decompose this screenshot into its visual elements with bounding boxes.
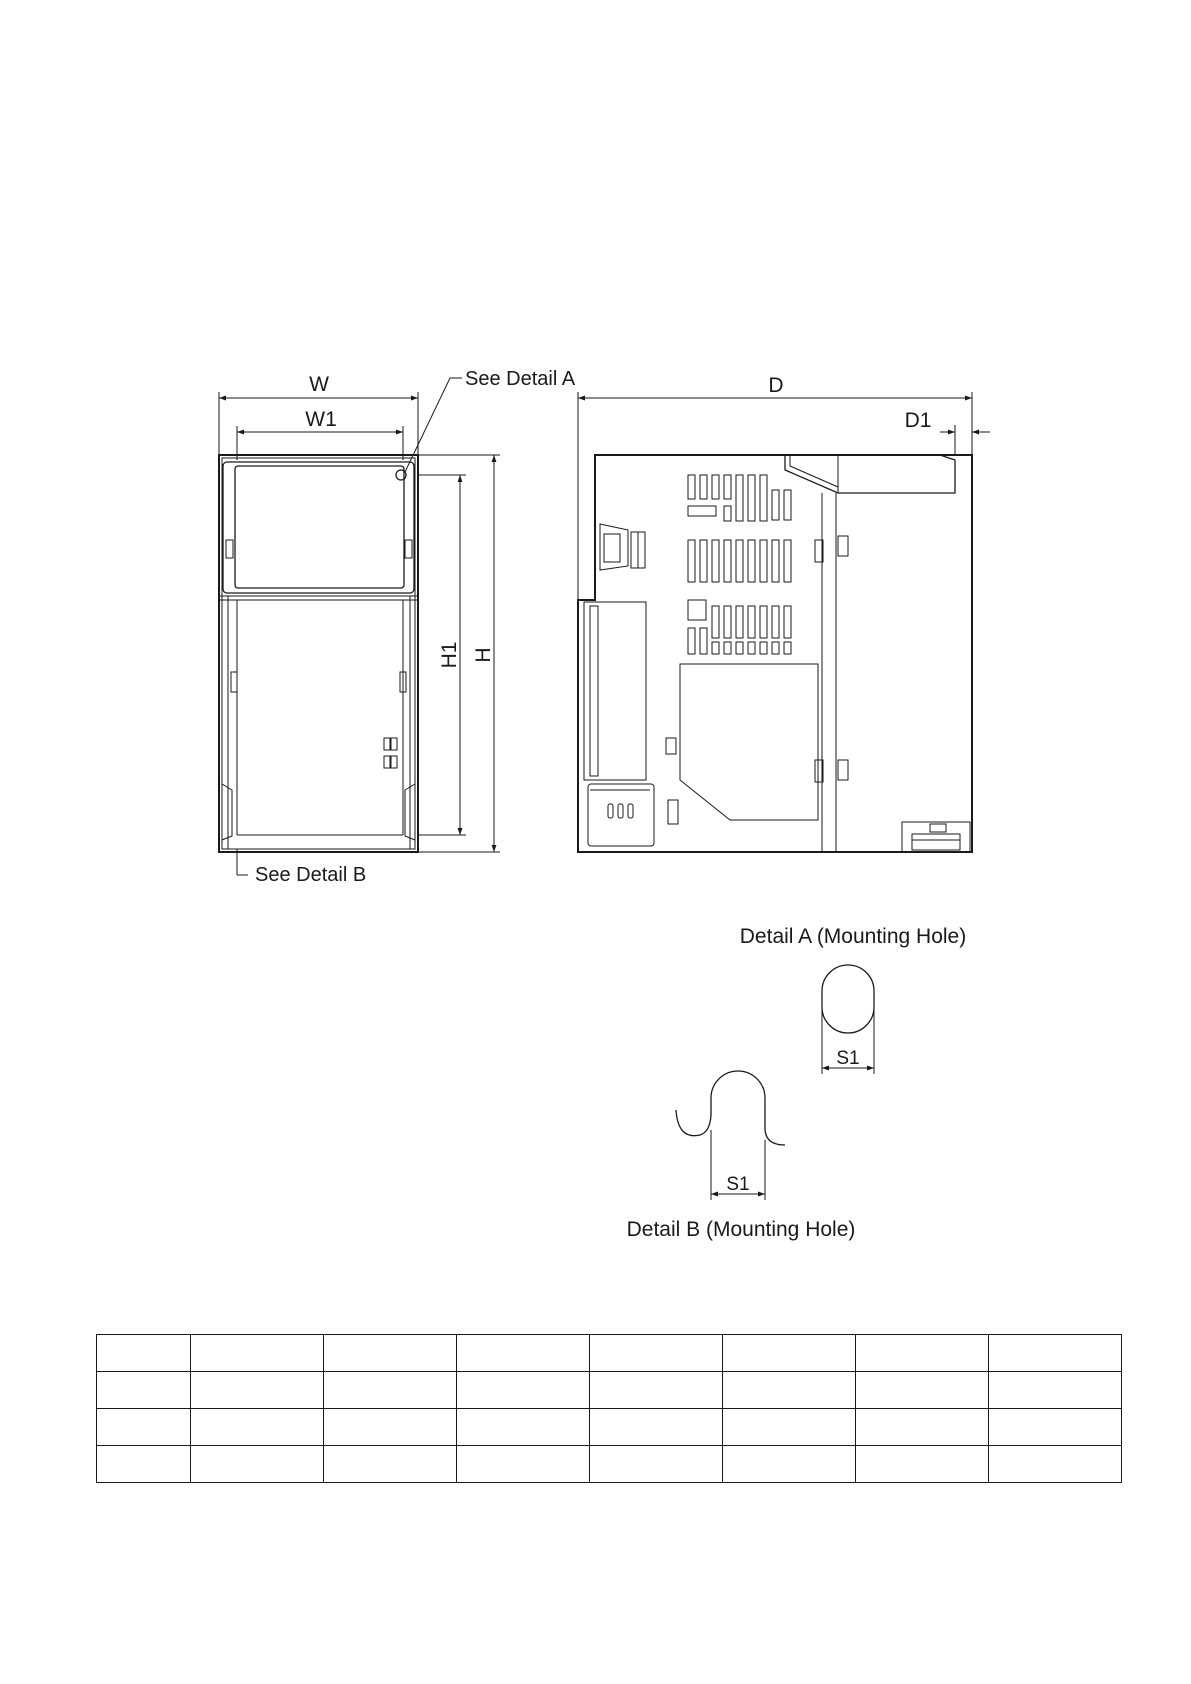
nameplate-panel: [680, 664, 818, 820]
dimension-table: [96, 1334, 1122, 1483]
table-cell: [97, 1446, 191, 1483]
dim-label-w: W: [309, 373, 329, 396]
table-cell: [324, 1446, 457, 1483]
dim-label-d1: D1: [904, 409, 932, 432]
dim-label-h1: H1: [438, 641, 461, 669]
table-cell: [856, 1335, 989, 1372]
mounting-hole-b-slot: [676, 1071, 785, 1145]
table-cell: [723, 1446, 856, 1483]
callout-a-label: See Detail A: [465, 368, 576, 390]
table-cell: [989, 1335, 1122, 1372]
table-row: [97, 1409, 1122, 1446]
table-cell: [191, 1372, 324, 1409]
table-cell: [324, 1335, 457, 1372]
table-cell: [191, 1335, 324, 1372]
side-body: [578, 455, 972, 852]
mounting-hole-a-slot: [822, 965, 874, 1033]
front-body: [219, 455, 418, 852]
table-cell: [989, 1372, 1122, 1409]
vent-slots: [688, 475, 791, 654]
table-cell: [457, 1372, 590, 1409]
table-cell: [989, 1409, 1122, 1446]
table-cell: [457, 1446, 590, 1483]
callout-detail-a: [405, 368, 576, 472]
table-cell: [590, 1372, 723, 1409]
table-cell: [856, 1446, 989, 1483]
table-cell: [191, 1409, 324, 1446]
table-cell: [97, 1372, 191, 1409]
table-row: [97, 1372, 1122, 1409]
table-cell: [324, 1409, 457, 1446]
table-cell: [590, 1446, 723, 1483]
detail-a-title: Detail A (Mounting Hole): [739, 925, 967, 948]
detail-b: [627, 1071, 856, 1241]
table-cell: [457, 1409, 590, 1446]
detail-b-s1-label: S1: [726, 1174, 750, 1195]
table-cell: [723, 1372, 856, 1409]
table-row: [97, 1446, 1122, 1483]
dimension-h1: [418, 475, 466, 835]
detail-a-s1-label: S1: [836, 1048, 860, 1069]
dim-label-h: H: [472, 647, 495, 663]
table-cell: [856, 1409, 989, 1446]
side-view: [578, 374, 990, 852]
table-cell: [191, 1446, 324, 1483]
dimension-w1: [237, 408, 403, 460]
table-cell: [856, 1372, 989, 1409]
detail-a: [740, 925, 966, 1074]
detail-b-title: Detail B (Mounting Hole): [626, 1218, 856, 1241]
table-cell: [457, 1335, 590, 1372]
table-cell: [723, 1409, 856, 1446]
table-cell: [989, 1446, 1122, 1483]
dim-label-w1: W1: [305, 408, 337, 431]
front-view: [219, 368, 576, 886]
dim-label-d: D: [768, 374, 784, 397]
dimension-d1: [905, 409, 990, 455]
callout-detail-b: [237, 849, 366, 886]
table-cell: [590, 1335, 723, 1372]
table-row: [97, 1335, 1122, 1372]
callout-b-label: See Detail B: [255, 864, 367, 886]
table-cell: [324, 1372, 457, 1409]
table-cell: [590, 1409, 723, 1446]
table-cell: [97, 1409, 191, 1446]
table-cell: [97, 1335, 191, 1372]
table-cell: [723, 1335, 856, 1372]
